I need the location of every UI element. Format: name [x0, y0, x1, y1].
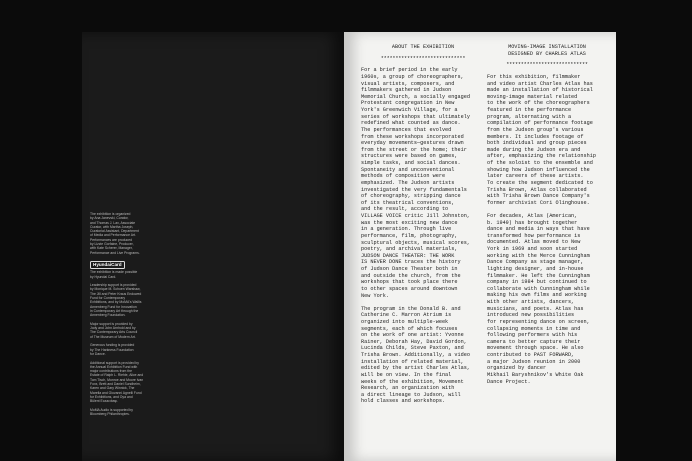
- credits-sponsor: The exhibition is made possible by Hyundai Card.: [90, 270, 138, 279]
- moving-image-column: [487, 44, 607, 392]
- moving-image-paragraph-2: For decades, Atlas (American, b. 1949) has brought together dance and media in ways that have transformed how performance is documented. Atlas moved to New York in 1969 and soon started working with the Merce Cunningham Dance Company as stage manager, lighting designer, and in-house filmmaker. He left the Cunningham company in 1984 but continued to collaborate with Cunningham while making his own films and working with other artists, dancers, musicians, and poets. Atlas has introduced new possibilities for representing dance on screen, collapsing moments in time and following performers with his camera to better capture their movement through space. He also contributed to PAST FORWARD, a major Judson reunion in 2000 organized by dancer Mikhail Baryshnikov's White Oak Dance Project.: [487, 212, 590, 385]
- about-paragraph-1: For a brief period in the early 1960s, a group of choreographers, visual artists, composers, and filmmakers gathered in Judson Memorial Church, a socially engaged Protestant congregation in New York's Greenwich Village, for a series of workshops that ultimately redefined what counted as dance. The performances that evolved from these workshops incorporated everyday movements—gestures drawn from the street or the home; their structures were based on games, simple tasks, and social dances. Spontaneity and unconventional methods of composition were emphasized. The Judson artists investigated the very fundamentals of choreography, stripping dance of its theatrical conventions, and the result, according to VILLAGE VOICE critic Jill Johnston, was the most exciting new dance in a generation. Through live performance, film, photography, sculptural objects, musical scores, poetry, and archival materials, JUDSON DANCE THEATER: THE WORK IS NEVER DONE traces the history of Judson Dance Theater both in and outside the church, from the workshops that took place there to other spaces around downtown New York.: [361, 67, 470, 299]
- hyundai-card-logo: HyundaiCard: [90, 261, 125, 269]
- moving-image-paragraph-1: For this exhibition, filmmaker and video artist Charles Atlas has made an installation of historical moving-image material related to the work of the choreographers featured in the performance program, alternating with a compilation of performance footage from the Judson group's various members. It includes footage of both individual and group pieces made during the Judson era and after, emphasizing the relationship of the soloist to the ensemble and showing how Judson influenced the later careers of these artists. To create the segment dedicated to Trisha Brown, Atlas collaborated with Trisha Brown Dance Company's former archivist Cori Olinghouse.: [487, 73, 596, 206]
- credits-audio-support: MoMA Audio is supported by Bloomberg Philanthropies.: [90, 407, 133, 417]
- about-exhibition-column: [361, 44, 485, 412]
- moving-image-heading: MOVING-IMAGE INSTALLATION DESIGNED BY CHARLES ATLAS: [508, 44, 586, 57]
- credits-block: [90, 212, 180, 421]
- credits-organizers: The exhibition is organized by Ana Janevski, Curator, and Thomas J. Lax, Associate Curator, with Martha Joseph, Curatorial Assistant, Department of Media and Performance Art. Performances are produced by Lizzie Gorfaine, Producer, with Kate Scherer, Manager, Performance and Live Programs.: [90, 212, 140, 255]
- about-exhibition-heading: ABOUT THE EXHIBITION: [391, 44, 455, 50]
- credits-major-support: Major support is provided by Jody and John Arnhold and by The Contemporary Arts Council of The Museum of Modern Art.: [90, 321, 138, 339]
- asterisk-divider: *****************************: [380, 55, 466, 62]
- asterisk-divider: ****************************: [506, 62, 588, 69]
- credits-generous-funding: Generous funding is provided by The Harkness Foundation for Dance.: [90, 343, 135, 356]
- about-paragraph-2: The program in the Donald B. and Catherine C. Marron Atrium is organized into multiple-week segments, each of which focuses on the work of one artist: Yvonne Rainer, Deborah Hay, David Gordon, Lucinda Childs, Steve Paxton, and Trisha Brown. Additionally, a video installation of related material, edited by the artist Charles Atlas, will be on view. In the final weeks of the exhibition, Movement Research, an organization with a direct lineage to Judson, will hold classes and workshops.: [361, 305, 470, 405]
- credits-additional-support: Additional support is provided by the Annual Exhibition Fund with major contributions from the Estate of Ralph L. Riehle, Alice and Tom Tisch, Monroe and Moore Ivan Foxx, Brett and Daniel Sundheim, Karen and Gary Winnick, The Marella and Giovanni Agnelli Fund for Exhibitions, and Oya and Bülent Eczacıbaşı.: [90, 360, 144, 404]
- credits-leadership-support: Leadership support is provided by Monique M. Schoen Warshaw, The Jill and Peter Kraus Endowed Fund for Contemporary Exhibitions, and by MoMA's Wallis Annenberg Fund for Innovation in Contemporary Art through the Annenberg Foundation.: [90, 283, 142, 318]
